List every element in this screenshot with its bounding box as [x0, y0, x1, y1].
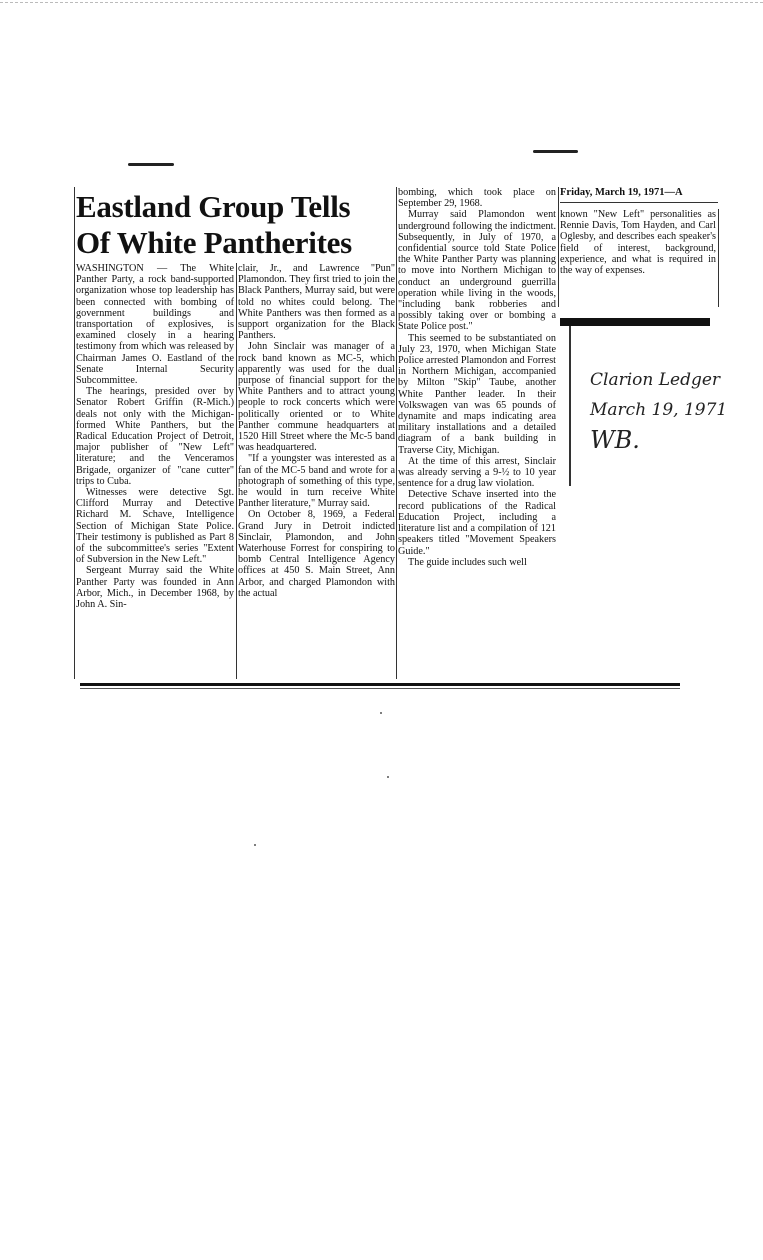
scan-mark-left — [128, 163, 174, 166]
scan-speck — [254, 844, 256, 846]
column-rule — [718, 209, 719, 307]
column-rule — [236, 263, 237, 679]
column-rule — [396, 187, 397, 679]
handwritten-note — [590, 365, 763, 455]
dateline: Friday, March 19, 1971—A — [560, 187, 683, 198]
scan-mark-right — [533, 150, 578, 153]
scan-top-edge — [0, 2, 763, 3]
paragraph: "If a youngster was interested as a fan of the MC-5 band and wrote for a photograph of something of this type, he would in turn receive White Panther literature," Murray said. — [238, 453, 395, 510]
article-column-2 — [238, 263, 395, 599]
handwritten-initials: WB. — [590, 426, 640, 454]
paragraph: Murray said Plamondon went underground following the indictment. Subsequently, in July of 1970, a confidential source told State Police the White Panther Party was planning to move into Northern Michigan to conduct an underground guerrilla operation while living in the woods, "including bank robberies and possibly taking over or bombing a State Police post." — [398, 209, 556, 333]
paragraph: clair, Jr., and Lawrence "Pun" Plamondon. They first tried to join the Black Panthers, Murray said, but were told no whites could belong. The White Panthers was then formed as a support organization for the Black Panthers. — [238, 263, 395, 342]
scan-speck — [387, 776, 389, 778]
handwritten-source: Clarion Ledger — [590, 370, 721, 390]
paragraph: bombing, which took place on September 29, 1968. — [398, 187, 556, 210]
paragraph: John Sinclair was manager of a rock band known as MC-5, which apparently was used for the dual purpose of financial support for the White Panthers and to attract young people to rock concerts which were politically oriented or to White Panther commune headquarters at 1520 Hill Street where the Mc-5 band was headquartered. — [238, 341, 395, 454]
column-rule — [74, 187, 75, 679]
article-column-1 — [76, 263, 234, 610]
paragraph: WASHINGTON — The White Panther Party, a rock band-supported organization whose top leadership has been connected with bombing of government buildings and transportation of explosives, is examined closely in a hearing testimony from which was released by Chairman James O. Eastland of the Senate Internal Security Subcommittee. — [76, 263, 234, 387]
article-column-3 — [398, 187, 556, 568]
handwritten-date: March 19, 1971 — [590, 400, 728, 420]
black-bar — [560, 318, 710, 326]
box-edge — [569, 326, 571, 486]
headline: Eastland Group Tells Of White Pantherites — [76, 189, 352, 260]
paragraph: The hearings, presided over by Senator Robert Griffin (R-Mich.) deals not only with the Michigan-formed White Panthers, but the Radical Education Project of Detroit, major publisher of "New Left" literature; and the Venceramos Brigade, organizer of "cane cutter" trips to Cuba. — [76, 386, 234, 487]
dateline-rule — [560, 202, 718, 203]
article-column-4 — [560, 209, 716, 276]
paragraph: known "New Left" personalities as Rennie Davis, Tom Hayden, and Carl Oglesby, and describes each speaker's field of interest, background, experience, and what is required in the way of expenses. — [560, 209, 716, 277]
scan-speck — [380, 712, 382, 714]
bottom-rule — [80, 688, 680, 689]
paragraph: On October 8, 1969, a Federal Grand Jury in Detroit indicted Sinclair, Plamondon, and John Waterhouse Forrest for conspiring to bomb Central Intelligence Agency offices at 450 S. Main Street, Ann Arbor, and charged Plamondon with the actual — [238, 509, 395, 599]
paragraph: At the time of this arrest, Sinclair was already serving a 9-½ to 10 year sentence for a drug law violation. — [398, 455, 556, 490]
paragraph: Witnesses were detective Sgt. Clifford Murray and Detective Richard M. Schave, Intelligence Section of Michigan State Police. Their testimony is published as Part 8 of the subcommittee's series "Extent of Subversion in the New Left." — [76, 487, 234, 566]
paragraph: The guide includes such well — [408, 556, 527, 568]
paragraph: Sergeant Murray said the White Panther Party was founded in Ann Arbor, Mich., in December 1968, by John A. Sin- — [76, 565, 234, 611]
paragraph: Detective Schave inserted into the record publications of the Radical Education Project, including a literature list and a compilation of 121 speakers titled "Movement Speakers Guide." — [398, 489, 556, 557]
column-rule — [558, 187, 559, 307]
bottom-rule — [80, 683, 680, 686]
paragraph: This seemed to be substantiated on July 23, 1970, when Michigan State Police arrested Plamondon and Forrest in Northern Michigan, accompanied by Milton "Skip" Taube, another White Panther leader. In their Volkswagen van was 65 pounds of dynamite and maps indicating area military installations and a detailed diagram of a bank building in Traverse City, Michigan. — [398, 332, 556, 456]
